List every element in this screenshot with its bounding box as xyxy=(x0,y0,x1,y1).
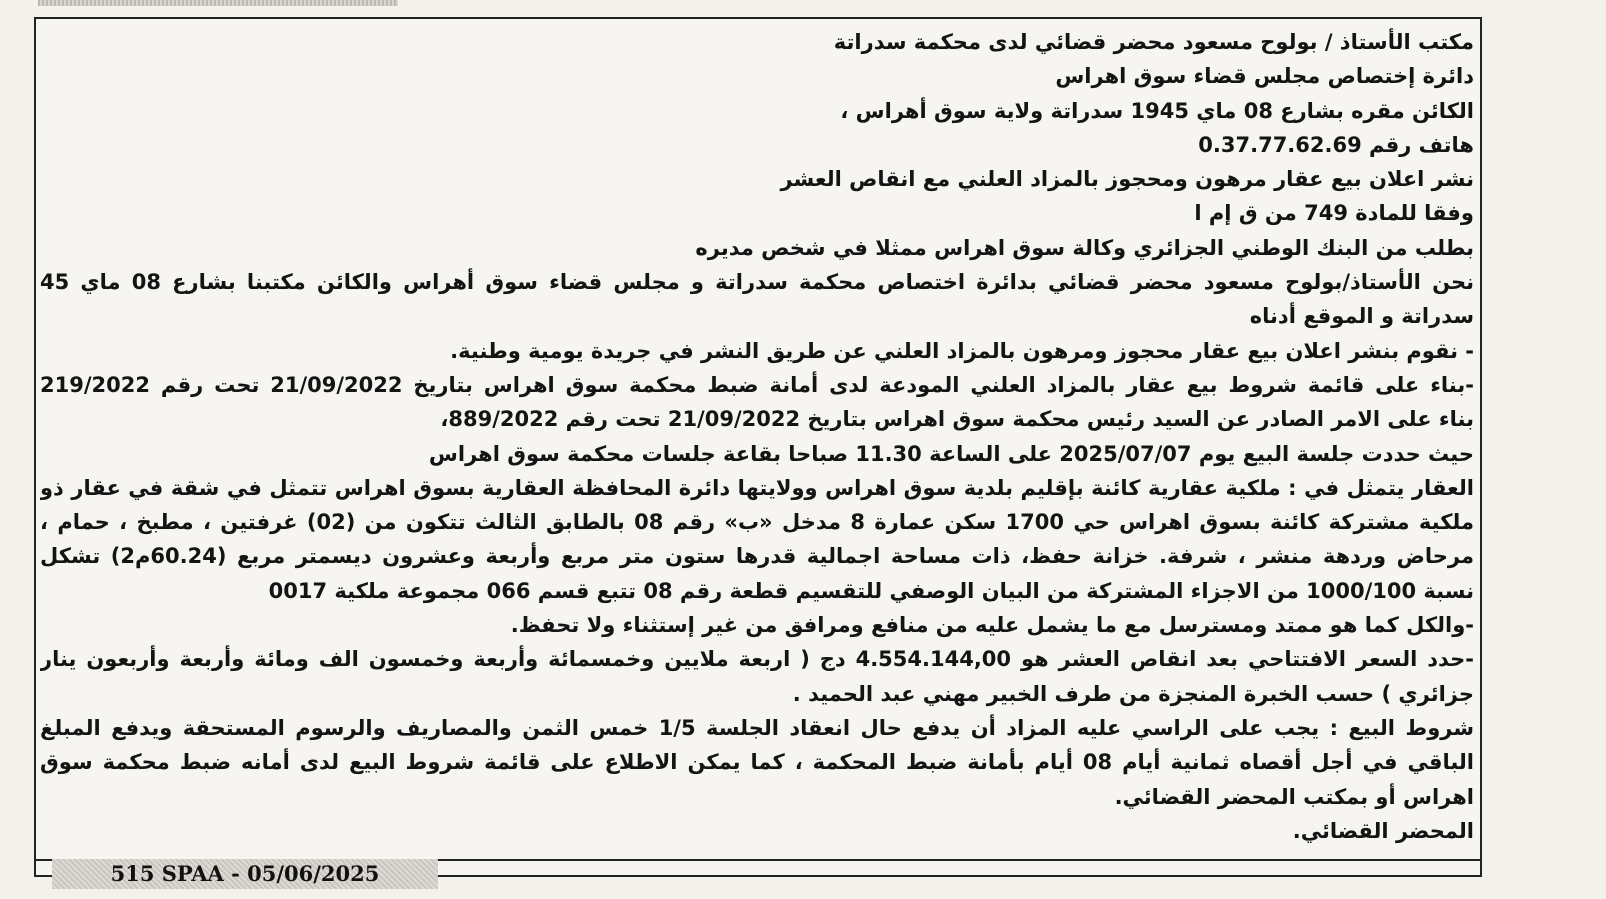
bailiff-intro-continued: سدراتة و الموقع أدناه xyxy=(1249,304,1474,329)
publication-line: - نقوم بنشر اعلان بيع عقار محجوز ومرهون بالمزاد العلني عن طريق النشر في جريدة يومية وطنية. xyxy=(450,338,1474,363)
top-edge-strip xyxy=(38,0,398,6)
property-extent-line: -والكل كما هو ممتد ومسترسل مع ما يشمل عليه من منافع ومرافق من غير إستثناء ولا تحفظ. xyxy=(510,613,1474,638)
jurisdiction-line: دائرة إختصاص مجلس قضاء سوق اهراس xyxy=(1055,64,1474,89)
sale-conditions-line-3: اهراس أو بمكتب المحضر القضائي. xyxy=(1114,784,1474,809)
property-description-line-4: نسبة 1000/100 من الاجزاء المشتركة من البيان الوصفي للتقسيم قطعة رقم 08 تتبع قسم 066 مجموعة ملكية 0017 xyxy=(268,578,1474,603)
property-description-line-3: مرحاض وردهة منشر ، شرفة. خزانة حفظ، ذات مساحة اجمالية قدرها ستون متر مربع وأربعة وعشرون ديسمتر مربع (60.24م2) تشكل xyxy=(40,544,1474,569)
opening-price-continued: جزائري ) حسب الخبرة المنجزة من طرف الخبير مهني عبد الحميد . xyxy=(792,681,1474,706)
reference-bar: 515 SPAA - 05/06/2025 xyxy=(52,859,438,889)
notice-title-line: نشر اعلان بيع عقار مرهون ومحجوز بالمزاد العلني مع انقاص العشر xyxy=(780,167,1474,192)
property-description-line-2: ملكية مشتركة كائنة بسوق اهراس حي 1700 سكن عمارة 8 مدخل «ب» رقم 08 بالطابق الثالث تتكون من (02) غرفتين ، مطبخ ، حمام ، xyxy=(40,510,1474,535)
opening-price-line: -حدد السعر الافتتاحي بعد انقاص العشر هو 4.554.144,00 دج ( اربعة ملايين وخمسمائة وأربعة وخمسون الف ومائة وأربعة وأربعون ينار xyxy=(40,647,1474,672)
auction-session-line: حيث حددت جلسة البيع يوم 2025/07/07 على الساعة 11.30 صباحا بقاعة جلسات محكمة سوق اهراس xyxy=(428,441,1474,466)
requester-line: بطلب من البنك الوطني الجزائري وكالة سوق اهراس ممثلا في شخص مديره xyxy=(695,235,1474,260)
office-address-line: الكائن مقره بشارع 08 ماي 1945 سدراتة ولاية سوق أهراس ، xyxy=(840,98,1474,123)
legal-notice-box xyxy=(34,17,1482,886)
bailiff-intro-line: نحن الأستاذ/بولوح مسعود محضر قضائي بدائرة اختصاص محكمة سدراتة و مجلس قضاء سوق أهراس والكائن مكتبنا بشارع 08 ماي 45 xyxy=(40,270,1474,295)
sale-conditions-line-1: شروط البيع : يجب على الراسي عليه المزاد أن يدفع حال انعقاد الجلسة 1/5 خمس الثمن والمصاريف والرسوم المستحقة ويدفع المبلغ xyxy=(40,715,1474,740)
office-header-line: مكتب الأستاذ / بولوح مسعود محضر قضائي لدى محكمة سدراتة xyxy=(833,30,1474,54)
notice-body xyxy=(40,25,1474,848)
conditions-list-line: -بناء على قائمة شروط بيع عقار بالمزاد العلني المودعة لدى أمانة ضبط محكمة سوق اهراس بتاريخ 21/09/2022 تحت رقم 219/2022 xyxy=(40,372,1474,397)
court-order-line: بناء على الامر الصادر عن السيد رئيس محكمة سوق اهراس بتاريخ 21/09/2022 تحت رقم 889/2022، xyxy=(440,407,1474,432)
property-description-line-1: العقار يتمثل في : ملكية عقارية كائنة بإقليم بلدية سوق اهراس وولايتها دائرة المحافظة العقارية بسوق اهراس تتمثل في شقة في عقار ذو xyxy=(40,475,1474,500)
legal-article-line: وفقا للمادة 749 من ق إم ا xyxy=(1194,201,1474,226)
signature-line: المحضر القضائي. xyxy=(1292,818,1474,843)
sale-conditions-line-2: الباقي في أجل أقصاه ثمانية أيام 08 أيام بأمانة ضبط المحكمة ، كما يمكن الاطلاع على قائمة شروط البيع لدى أمانه ضبط محكمة سوق xyxy=(40,750,1474,775)
phone-line: هاتف رقم 0.37.77.62.69 xyxy=(1198,132,1474,157)
